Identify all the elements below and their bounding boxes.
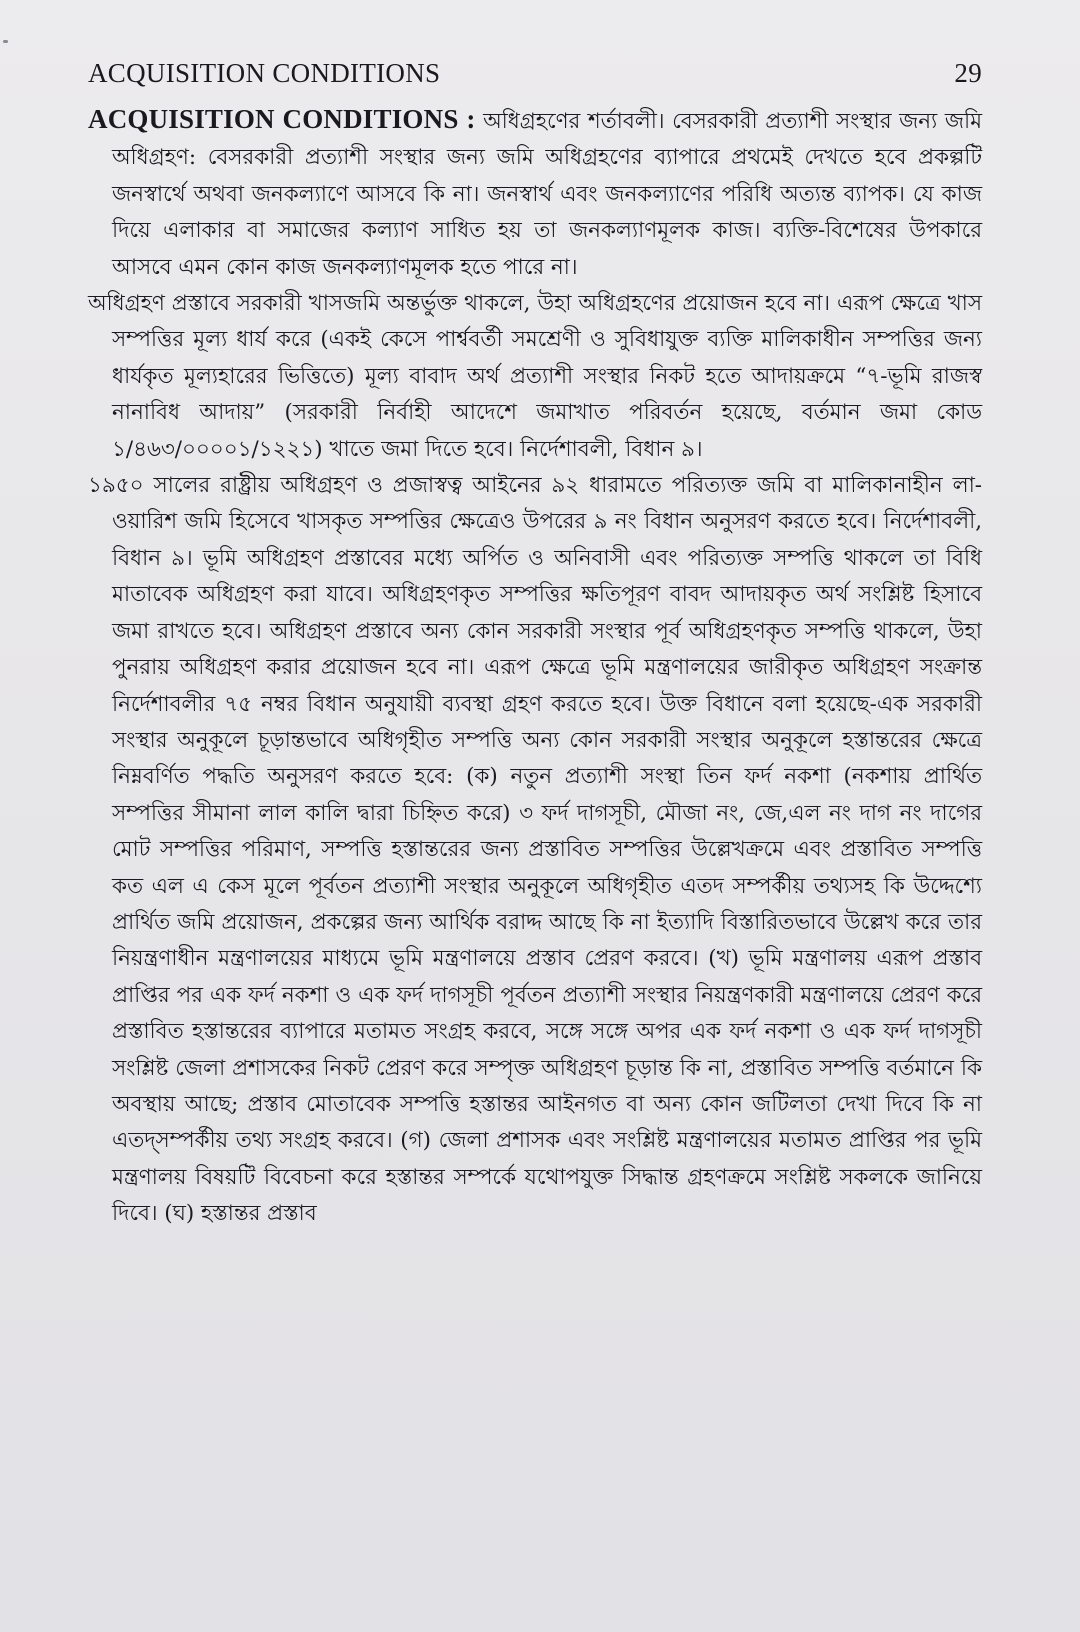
entry-body xyxy=(88,101,982,1233)
entry-term: ACQUISITION CONDITIONS : xyxy=(88,104,476,134)
entry-paragraph-1 xyxy=(88,101,982,286)
running-header xyxy=(88,58,982,89)
entry-paragraph-2: অধিগ্রহণ প্রস্তাবে সরকারী খাসজমি অন্তর্ভুক্ত থাকলে, উহা অধিগ্রহণের প্রয়োজন হবে না। এরূপ ক্ষেত্রে খাস সম্পত্তির মূল্য ধার্য করে (একই কেসে পার্শ্ববর্তী সমশ্রেণী ও সুবিধাযুক্ত ব্যক্তি মালিকাধীন সম্পত্তির জন্য ধার্যকৃত মূল্যহারের ভিত্তিতে) মূল্য বাবাদ অর্থ প্রত্যাশী সংস্থার নিকট হতে আদায়ক্রমে “৭-ভূমি রাজস্ব নানাবিধ আদায়” (সরকারী নির্বাহী আদেশে জমাখাত পরিবর্তন হয়েছে, বর্তমান জমা কোড ১/৪৬৩/০০০০১/১২২১) খাতে জমা দিতে হবে। নির্দেশাবলী, বিধান ৯। xyxy=(88,291,982,462)
running-title: ACQUISITION CONDITIONS xyxy=(88,58,441,88)
paragraph-text-1: অধিগ্রহণের শর্তাবলী। বেসরকারী প্রত্যাশী সংস্থার জন্য জমি অধিগ্রহণ: বেসরকারী প্রত্যাশী সংস্থার জন্য জমি অধিগ্রহণের ব্যাপারে প্রথমেই দেখতে হবে প্রকল্পটি জনস্বার্থে অথবা জনকল্যাণে আসবে কি না। জনস্বার্থ এবং জনকল্যাণের পরিধি অত্যন্ত ব্যাপক। যে কাজ দিয়ে এলাকার বা সমাজের কল্যাণ সাধিত হয় তা জনকল্যাণমূলক কাজ। ব্যক্তি-বিশেষের উপকারে আসবে এমন কোন কাজ জনকল্যাণমূলক হতে পারে না। xyxy=(112,109,982,280)
entry-paragraph-3: ১৯৫০ সালের রাষ্ট্রীয় অধিগ্রহণ ও প্রজাস্বত্ব আইনের ৯২ ধারামতে পরিত্যক্ত জমি বা মালিকানাহীন লা-ওয়ারিশ জমি হিসেবে খাসকৃত সম্পত্তির ক্ষেত্রেও উপরের ৯ নং বিধান অনুসরণ করতে হবে। নির্দেশাবলী, বিধান ৯। ভূমি অধিগ্রহণ প্রস্তাবের মধ্যে অর্পিত ও অনিবাসী এবং পরিত্যক্ত সম্পত্তি থাকলে তা বিধি মাতাবেক অধিগ্রহণ করা যাবে। অধিগ্রহণকৃত সম্পত্তির ক্ষতিপূরণ বাবদ আদায়কৃত অর্থ সংশ্লিষ্ট হিসাবে জমা রাখতে হবে। অধিগ্রহণ প্রস্তাবে অন্য কোন সরকারী সংস্থার পূর্ব অধিগ্রহণকৃত সম্পত্তি থাকলে, উহা পুনরায় অধিগ্রহণ করার প্রয়োজন হবে না। এরূপ ক্ষেত্রে ভূমি মন্ত্রণালয়ের জারীকৃত অধিগ্রহণ সংক্রান্ত নির্দেশাবলীর ৭৫ নম্বর বিধান অনুযায়ী ব্যবস্থা গ্রহণ করতে হবে। উক্ত বিধানে বলা হয়েছে-এক সরকারী সংস্থার অনুকূলে চূড়ান্তভাবে অধিগৃহীত সম্পত্তি অন্য কোন সরকারী সংস্থার অনুকূলে হস্তান্তরের ক্ষেত্রে নিম্নবর্ণিত পদ্ধতি অনুসরণ করতে হবে: (ক) নতুন প্রত্যাশী সংস্থা তিন ফর্দ নকশা (নকশায় প্রার্থিত সম্পত্তির সীমানা লাল কালি দ্বারা চিহ্নিত করে) ৩ ফর্দ দাগসূচী, মৌজা নং, জে,এল নং দাগ নং দাগের মোট সম্পত্তির পরিমাণ, সম্পত্তি হস্তান্তরের জন্য প্রস্তাবিত সম্পত্তির উল্লেখক্রমে এবং প্রস্তাবিত সম্পত্তি কত এল এ কেস মূলে পূর্বতন প্রত্যাশী সংস্থার অনুকূলে অধিগৃহীত এতদ সম্পর্কীয় তথ্যসহ কি উদ্দেশ্যে প্রার্থিত জমি প্রয়োজন, প্রকল্পের জন্য আর্থিক বরাদ্দ আছে কি না ইত্যাদি বিস্তারিতভাবে উল্লেখ করে তার নিয়ন্ত্রণাধীন মন্ত্রণালয়ের মাধ্যমে ভূমি মন্ত্রণালয়ে প্রস্তাব প্রেরণ করবে। (খ) ভূমি মন্ত্রণালয় এরূপ প্রস্তাব প্রাপ্তির পর এক ফর্দ নকশা ও এক ফর্দ দাগসূচী পূর্বতন প্রত্যাশী সংস্থার নিয়ন্ত্রণকারী মন্ত্রণালয়ে প্রেরণ করে প্রস্তাবিত হস্তান্তরের ব্যাপারে মতামত সংগ্রহ করবে, সঙ্গে সঙ্গে অপর এক ফর্দ নকশা ও এক ফর্দ দাগসূচী সংশ্লিষ্ট জেলা প্রশাসকের নিকট প্রেরণ করে সম্পৃক্ত অধিগ্রহণ চূড়ান্ত কি না, প্রস্তাবিত সম্পত্তি বর্তমানে কি অবস্থায় আছে; প্রস্তাব মোতাবেক সম্পত্তি হস্তান্তর আইনগত বা অন্য কোন জটিলতা দেখা দিবে কি না এতদ্সম্পর্কীয় তথ্য সংগ্রহ করবে। (গ) জেলা প্রশাসক এবং সংশ্লিষ্ট মন্ত্রণালয়ের মতামত প্রাপ্তির পর ভূমি মন্ত্রণালয় বিষয়টি বিবেচনা করে হস্তান্তর সম্পর্কে যথোপযুক্ত সিদ্ধান্ত গ্রহণক্রমে সংশ্লিষ্ট সকলকে জানিয়ে দিবে। (ঘ) হস্তান্তর প্রস্তাব xyxy=(88,473,982,1227)
page-number: 29 xyxy=(954,58,982,88)
scan-speck xyxy=(3,40,8,43)
